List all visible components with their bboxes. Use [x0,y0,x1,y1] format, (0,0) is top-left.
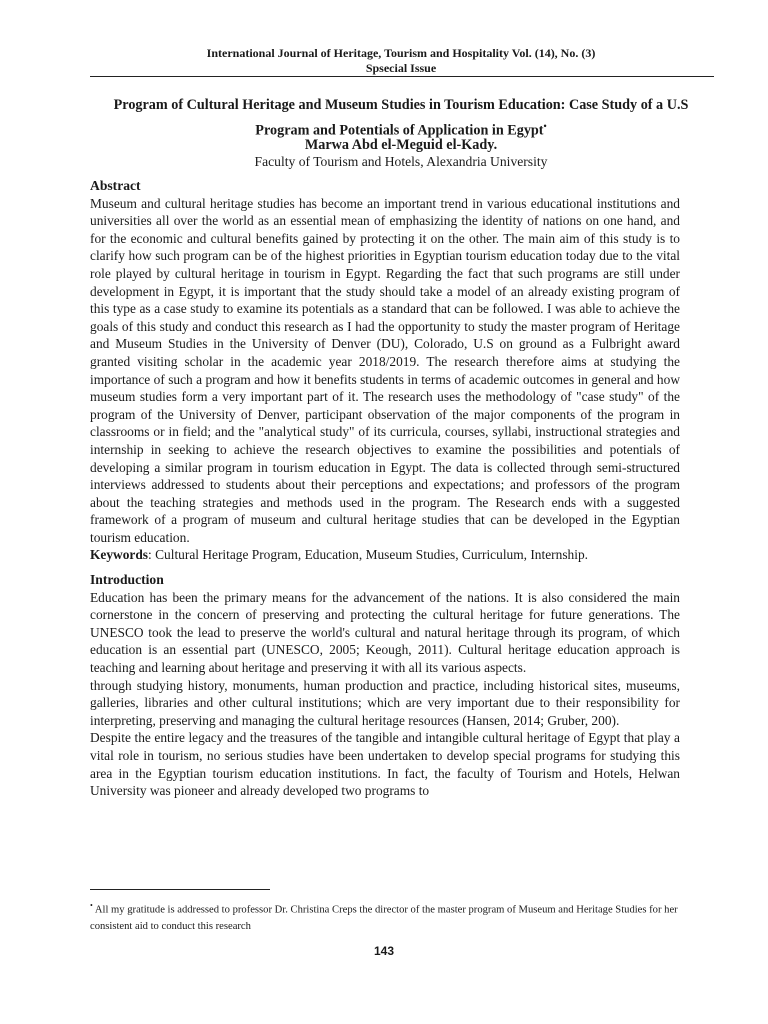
abstract-text: Museum and cultural heritage studies has become an important trend in various educational institutions and universities all over the world as an essential mean of emphasizing the identity of nations on one hand, and for the economic and cultural benefits gained by protecting it on the other. The main aim of this study is to clarify how such program can be of the highest priorities in Egyptian tourism education today due to the vital role played by cultural heritage in tourism in Egypt. Regarding the fact that such programs are still under development in Egypt, it is important that the study should take a model of an already existing program of this type as a case study to examine its potentials as a standard that can be followed. I was able to achieve the goals of this study and conduct this research as I had the opportunity to study the master program of Heritage and Museum Studies in the University of Denver (DU), Colorado, U.S on ground as a Fulbright award granted visiting scholar in the academic year 2018/2019. The research therefore aims at studying the importance of such a program and how it benefits students in terms of academic outcomes in general and how museum studies form a very important part of it. The research uses the methodology of "case study" of the program of the University of Denver, participant observation of the major components of the program in classrooms or in field; and the "analytical study" of its curricula, courses, syllabi, instructional strategies and internship in seeking to achieve the research objectives to examine the possibilities and potentials of developing a similar program in tourism education in Egypt. The data is collected through semi-structured interviews addressed to students about their perceptions and expectations; and professors of the program about the teaching strategies and methods used in the program. The Research ends with a suggested framework of a program of museum and cultural heritage studies that can be developed in the Egyptian tourism education. [90,195,680,545]
intro-paragraph: Despite the entire legacy and the treasures of the tangible and intangible cultural heritage of Egypt that play a vital role in tourism, no serious studies have been undertaken to develop special programs for studying this area in the Egyptian tourism education institutions. In fact, the faculty of Tourism and Hotels, Helwan University was pioneer and already developed two programs to [90,730,680,799]
intro-paragraph: through studying history, monuments, human production and practice, including historical sites, museums, galleries, libraries and other cultural institutions; which are very important due to their responsibility for interpreting, preserving and managing the cultural heritage resources (Hansen, 2014; Gruber, 200). [90,677,680,728]
introduction-heading: Introduction [90,572,164,588]
page-number: 143 [373,944,395,958]
footnote [90,898,690,935]
section-spacer [90,564,680,571]
abstract-heading: Abstract [90,178,141,193]
title-footnote-mark: • [543,121,547,131]
journal-header [90,46,712,76]
keywords-label: Keywords [90,547,149,563]
paper-author: Marwa Abd el-Meguid el-Kady. [304,137,498,153]
paper-title [90,95,712,142]
journal-issue: Spsecial Issue [365,61,437,75]
intro-paragraph: Education has been the primary means for the advancement of the nations. It is also considered the main cornerstone in the concern of preserving and protecting the cultural heritage for future generations. The UNESCO took the lead to preserve the world's cultural and natural heritage through its program, of which education is an essential part (UNESCO, 2005; Keough, 2011). Cultural heritage education approach is teaching and learning about heritage and preserving it with all its various aspects. [90,589,680,676]
author-affiliation: Faculty of Tourism and Hotels, Alexandria University [254,154,548,169]
footnote-divider [90,889,270,890]
header-divider [90,76,714,77]
keywords-line [90,546,680,564]
keywords-list: : Cultural Heritage Program, Education, Museum Studies, Curriculum, Internship. [148,547,588,563]
paper-title-text: Program of Cultural Heritage and Museum Studies in Tourism Education: Case Study of a U.S Program and Potentials of Application in Egypt [113,97,689,139]
journal-title: International Journal of Heritage, Tourism and Hospitality Vol. (14), No. (3) [206,46,596,60]
footnote-text: All my gratitude is addressed to professor Dr. Christina Creps the director of the master program of Museum and Heritage Studies for her consistent aid to conduct this research [90,904,678,932]
paper-body [90,177,680,800]
footnote-mark: • [90,901,93,910]
